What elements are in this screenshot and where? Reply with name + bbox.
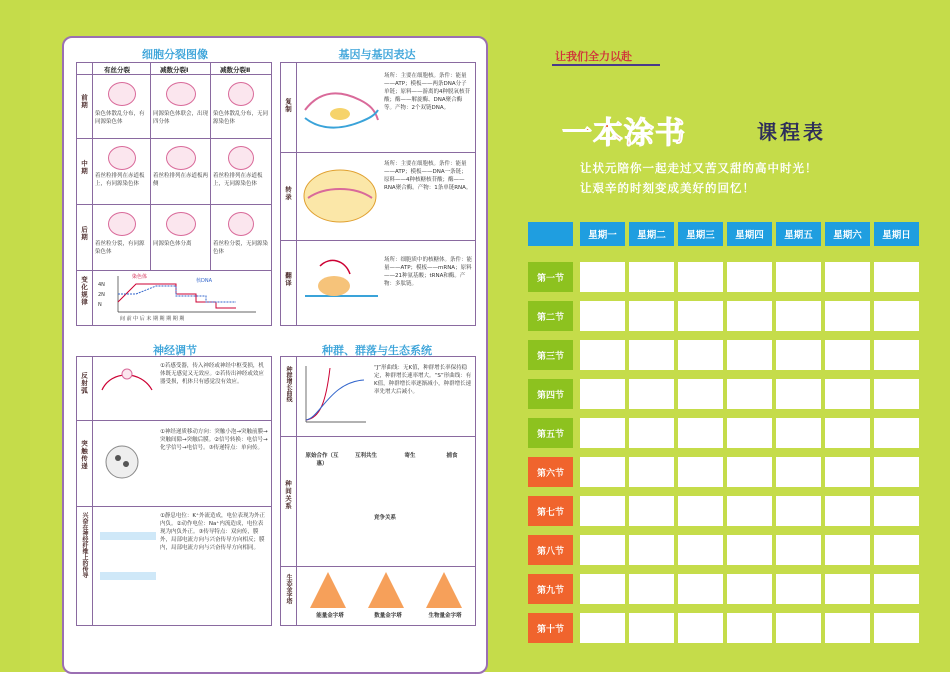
timetable-slot[interactable] xyxy=(678,262,723,292)
timetable-slot[interactable] xyxy=(727,535,772,565)
timetable-slot[interactable] xyxy=(825,379,870,409)
row-nerve-fiber: 兴奋在神经纤维上的传导 xyxy=(81,512,88,578)
day-header-7: 星期日 xyxy=(874,222,919,246)
translation-diagram xyxy=(300,246,380,322)
timetable-slot[interactable] xyxy=(580,340,625,370)
timetable-slot[interactable] xyxy=(678,535,723,565)
timetable-slot[interactable] xyxy=(776,496,821,526)
timetable-slot[interactable] xyxy=(874,379,919,409)
row-anaphase: 后期 xyxy=(80,226,88,241)
timetable-slot[interactable] xyxy=(580,535,625,565)
timetable-slot[interactable] xyxy=(678,379,723,409)
graph-x: 间 前 中 后 末 期 期 期 期 期 xyxy=(120,316,185,322)
timetable-slot[interactable] xyxy=(580,262,625,292)
slogan-top: 让我们全力以赴 xyxy=(555,50,632,63)
cell-image xyxy=(108,212,136,236)
timetable-slot[interactable] xyxy=(629,457,674,487)
timetable-slot[interactable] xyxy=(727,418,772,448)
period-label-9: 第九节 xyxy=(528,574,573,604)
period-label-7: 第七节 xyxy=(528,496,573,526)
synapse-diagram xyxy=(96,426,158,502)
cell-image xyxy=(166,212,196,236)
timetable-slot[interactable] xyxy=(776,535,821,565)
cell-image xyxy=(228,82,254,106)
day-header-5: 星期五 xyxy=(776,222,821,246)
relation-mutual: 原始合作（互惠） xyxy=(305,453,339,467)
cell-text: 着丝粒分裂，有同源染色体 xyxy=(95,241,145,255)
chromosome-graph xyxy=(96,272,268,324)
nerve-fiber-text: ①静息电位：K⁺外流造成，电位表现为外正内负。②动作电位：Na⁺内流造成，电位表现为内负外正。③传导特点：双向传，膜外，局部电流方向与兴奋传导方向相反；膜内，局部电流方向与兴奋传导方向相同。 xyxy=(160,513,265,551)
timetable-slot[interactable] xyxy=(678,340,723,370)
timetable-slot[interactable] xyxy=(776,418,821,448)
timetable-slot[interactable] xyxy=(776,301,821,331)
row-reflex-arc: 反射弧 xyxy=(80,372,88,395)
replication-text: 场所：主要在细胞核。条件：能量——ATP；模板——两条DNA分子单链；原料——游离的4种脱氧核苷酸；酶——解旋酶、DNA聚合酶等。产物：2个双链DNA。 xyxy=(384,73,471,111)
timetable-slot[interactable] xyxy=(629,379,674,409)
timetable-slot[interactable] xyxy=(678,613,723,643)
growth-curve-text: “J”形曲线：无K值，种群增长率保持稳定，种群增长速率增大。“S”形曲线：有K值，种群增长率逐渐减小，种群增长速率先增大后减小。 xyxy=(374,365,472,395)
cell-division-title: 细胞分裂图像 xyxy=(142,48,208,61)
cell-image xyxy=(166,82,196,106)
day-header-3: 星期三 xyxy=(678,222,723,246)
row-replication: 复制 xyxy=(284,98,292,113)
timetable-slot[interactable] xyxy=(825,496,870,526)
timetable-slot[interactable] xyxy=(776,262,821,292)
timetable-slot[interactable] xyxy=(727,301,772,331)
cell-text: 着丝粒排列在赤道板上，无同源染色体 xyxy=(213,173,263,187)
col-meiosis-1: 减数分裂Ⅰ xyxy=(160,66,189,74)
timetable-slot[interactable] xyxy=(874,340,919,370)
period-label-3: 第三节 xyxy=(528,340,573,370)
timetable-slot[interactable] xyxy=(874,457,919,487)
timetable-slot[interactable] xyxy=(629,301,674,331)
timetable-slot[interactable] xyxy=(629,496,674,526)
day-header-1: 星期一 xyxy=(580,222,625,246)
timetable-slot[interactable] xyxy=(580,379,625,409)
col-mitosis: 有丝分裂 xyxy=(104,66,130,74)
timetable-slot[interactable] xyxy=(874,574,919,604)
timetable-slot[interactable] xyxy=(678,418,723,448)
timetable-slot[interactable] xyxy=(629,613,674,643)
relation-parasitism: 寄生 xyxy=(404,453,416,459)
graph-legend-chromosome: 染色体 xyxy=(132,274,148,280)
ecology-title: 种群、群落与生态系统 xyxy=(322,344,432,357)
timetable-slot[interactable] xyxy=(580,457,625,487)
row-prophase: 前期 xyxy=(80,94,88,109)
period-label-8: 第八节 xyxy=(528,535,573,565)
timetable-slot[interactable] xyxy=(874,262,919,292)
cell-image xyxy=(228,146,254,170)
relation-predation: 捕食 xyxy=(446,453,458,459)
timetable-slot[interactable] xyxy=(776,457,821,487)
row-translation: 翻译 xyxy=(284,272,292,287)
timetable-slot[interactable] xyxy=(580,613,625,643)
relation-competition: 竞争关系 xyxy=(373,515,396,521)
reflex-arc-diagram xyxy=(96,360,158,418)
timetable-panel xyxy=(528,0,950,672)
day-header-2: 星期二 xyxy=(629,222,674,246)
growth-curve-diagram xyxy=(300,362,370,432)
row-transcription: 转录 xyxy=(284,186,292,201)
period-label-2: 第二节 xyxy=(528,301,573,331)
relation-symbiosis: 互利共生 xyxy=(354,453,377,459)
timetable-slot[interactable] xyxy=(727,379,772,409)
timetable-slot[interactable] xyxy=(678,496,723,526)
cell-text: 同源染色体分离 xyxy=(153,241,192,247)
cell-text: 着丝粒排列在赤道板两侧 xyxy=(153,173,209,187)
timetable-slot[interactable] xyxy=(825,613,870,643)
cell-image xyxy=(166,146,196,170)
timetable-slot[interactable] xyxy=(580,301,625,331)
dna-replication-diagram xyxy=(300,70,380,146)
timetable-slot[interactable] xyxy=(727,340,772,370)
tagline-2: 让艰辛的时刻变成美好的回忆！ xyxy=(580,181,755,195)
timetable-slot[interactable] xyxy=(874,613,919,643)
nerve-fiber-diagram xyxy=(96,512,158,618)
timetable-slot[interactable] xyxy=(825,574,870,604)
timetable-slot[interactable] xyxy=(629,535,674,565)
reflex-arc-text: ①若感受器，传入神经或神经中枢受损，机体既无感觉又无效应。②若传出神经或效应器受损，机体只有感觉没有效应。 xyxy=(160,363,264,385)
graph-y-2n: 2N xyxy=(98,292,105,298)
day-header-6: 星期六 xyxy=(825,222,870,246)
day-header-4: 星期四 xyxy=(727,222,772,246)
timetable-slot[interactable] xyxy=(874,418,919,448)
timetable-slot[interactable] xyxy=(629,340,674,370)
timetable-slot[interactable] xyxy=(874,301,919,331)
tagline-1: 让状元陪你一起走过又苦又甜的高中时光！ xyxy=(580,161,818,175)
cell-text: 同源染色体联会，出现四分体 xyxy=(153,111,209,125)
pyramid-biomass: 生物量金字塔 xyxy=(428,613,462,619)
period-label-10: 第十节 xyxy=(528,613,573,643)
timetable-slot[interactable] xyxy=(678,301,723,331)
timetable-slot[interactable] xyxy=(727,457,772,487)
timetable-slot[interactable] xyxy=(776,574,821,604)
period-label-4: 第四节 xyxy=(528,379,573,409)
graph-y-4n: 4N xyxy=(98,282,105,288)
cell-image xyxy=(228,212,254,236)
pyramid-diagrams xyxy=(300,570,472,612)
row-relations: 种间关系 xyxy=(284,480,292,510)
timetable-slot[interactable] xyxy=(776,379,821,409)
cell-image xyxy=(108,82,136,106)
timetable-slot[interactable] xyxy=(678,457,723,487)
row-change: 变化规律 xyxy=(80,276,88,306)
timetable-slot[interactable] xyxy=(874,496,919,526)
timetable-slot[interactable] xyxy=(776,613,821,643)
row-pyramid: 生态金字塔 xyxy=(285,574,292,604)
timetable-slot[interactable] xyxy=(825,340,870,370)
timetable-slot[interactable] xyxy=(629,262,674,292)
timetable-slot[interactable] xyxy=(825,457,870,487)
transcription-text: 场所：主要在细胞核。条件：能量——ATP；模板——DNA一条链；原料——4种核糖核苷酸；酶——RNA聚合酶。产物：1条单链RNA。 xyxy=(384,161,472,191)
timetable-slot[interactable] xyxy=(825,535,870,565)
timetable-slot[interactable] xyxy=(580,418,625,448)
timetable-slot[interactable] xyxy=(825,301,870,331)
slogan-underline xyxy=(552,64,660,66)
brand-title: 一本涂书 xyxy=(562,116,686,151)
header-corner xyxy=(528,222,573,246)
graph-y-n: N xyxy=(98,302,102,308)
cell-image xyxy=(108,146,136,170)
timetable-slot[interactable] xyxy=(629,574,674,604)
transcription-diagram xyxy=(300,158,380,234)
period-label-1: 第一节 xyxy=(528,262,573,292)
gene-title: 基因与基因表达 xyxy=(338,48,416,61)
timetable-slot[interactable] xyxy=(874,535,919,565)
timetable-slot[interactable] xyxy=(580,496,625,526)
row-metaphase: 中期 xyxy=(80,160,88,175)
translation-text: 场所：细胞质中的核糖体。条件：能量——ATP；模板——mRNA；原料——21种氨基酸；tRNA和酶。产物：多肽链。 xyxy=(384,257,473,287)
timetable-slot[interactable] xyxy=(727,613,772,643)
timetable-slot[interactable] xyxy=(580,574,625,604)
timetable-slot[interactable] xyxy=(727,574,772,604)
col-meiosis-2: 减数分裂Ⅱ xyxy=(220,66,251,74)
timetable-slot[interactable] xyxy=(629,418,674,448)
cell-text: 染色体散乱分布，无同源染色体 xyxy=(213,111,269,125)
cell-text: 着丝粒排列在赤道板上，有同源染色体 xyxy=(95,173,145,187)
period-label-6: 第六节 xyxy=(528,457,573,487)
pyramid-energy: 能量金字塔 xyxy=(316,613,344,619)
period-label-5: 第五节 xyxy=(528,418,573,448)
cell-text: 着丝粒分裂，无同源染色体 xyxy=(213,241,269,255)
brand-subtitle: 课程表 xyxy=(757,120,826,144)
timetable-slot[interactable] xyxy=(776,340,821,370)
pyramid-number: 数量金字塔 xyxy=(374,613,402,619)
row-synapse: 突触传递 xyxy=(80,440,88,470)
timetable-slot[interactable] xyxy=(825,418,870,448)
synapse-text: ①神经递质移动方向：突触小泡→突触前膜→突触间隙→突触后膜。②信号转换：电信号→化学信号→电信号。③传递特点：单向传。 xyxy=(160,429,268,451)
timetable-slot[interactable] xyxy=(727,496,772,526)
row-growth-curve: 种群增长曲线 xyxy=(285,366,292,402)
timetable-slot[interactable] xyxy=(678,574,723,604)
graph-legend-dna: 核DNA xyxy=(196,278,213,284)
timetable-slot[interactable] xyxy=(727,262,772,292)
timetable-slot[interactable] xyxy=(825,262,870,292)
cell-text: 染色体散乱分布，有同源染色体 xyxy=(95,111,145,125)
neural-title: 神经调节 xyxy=(153,344,197,357)
